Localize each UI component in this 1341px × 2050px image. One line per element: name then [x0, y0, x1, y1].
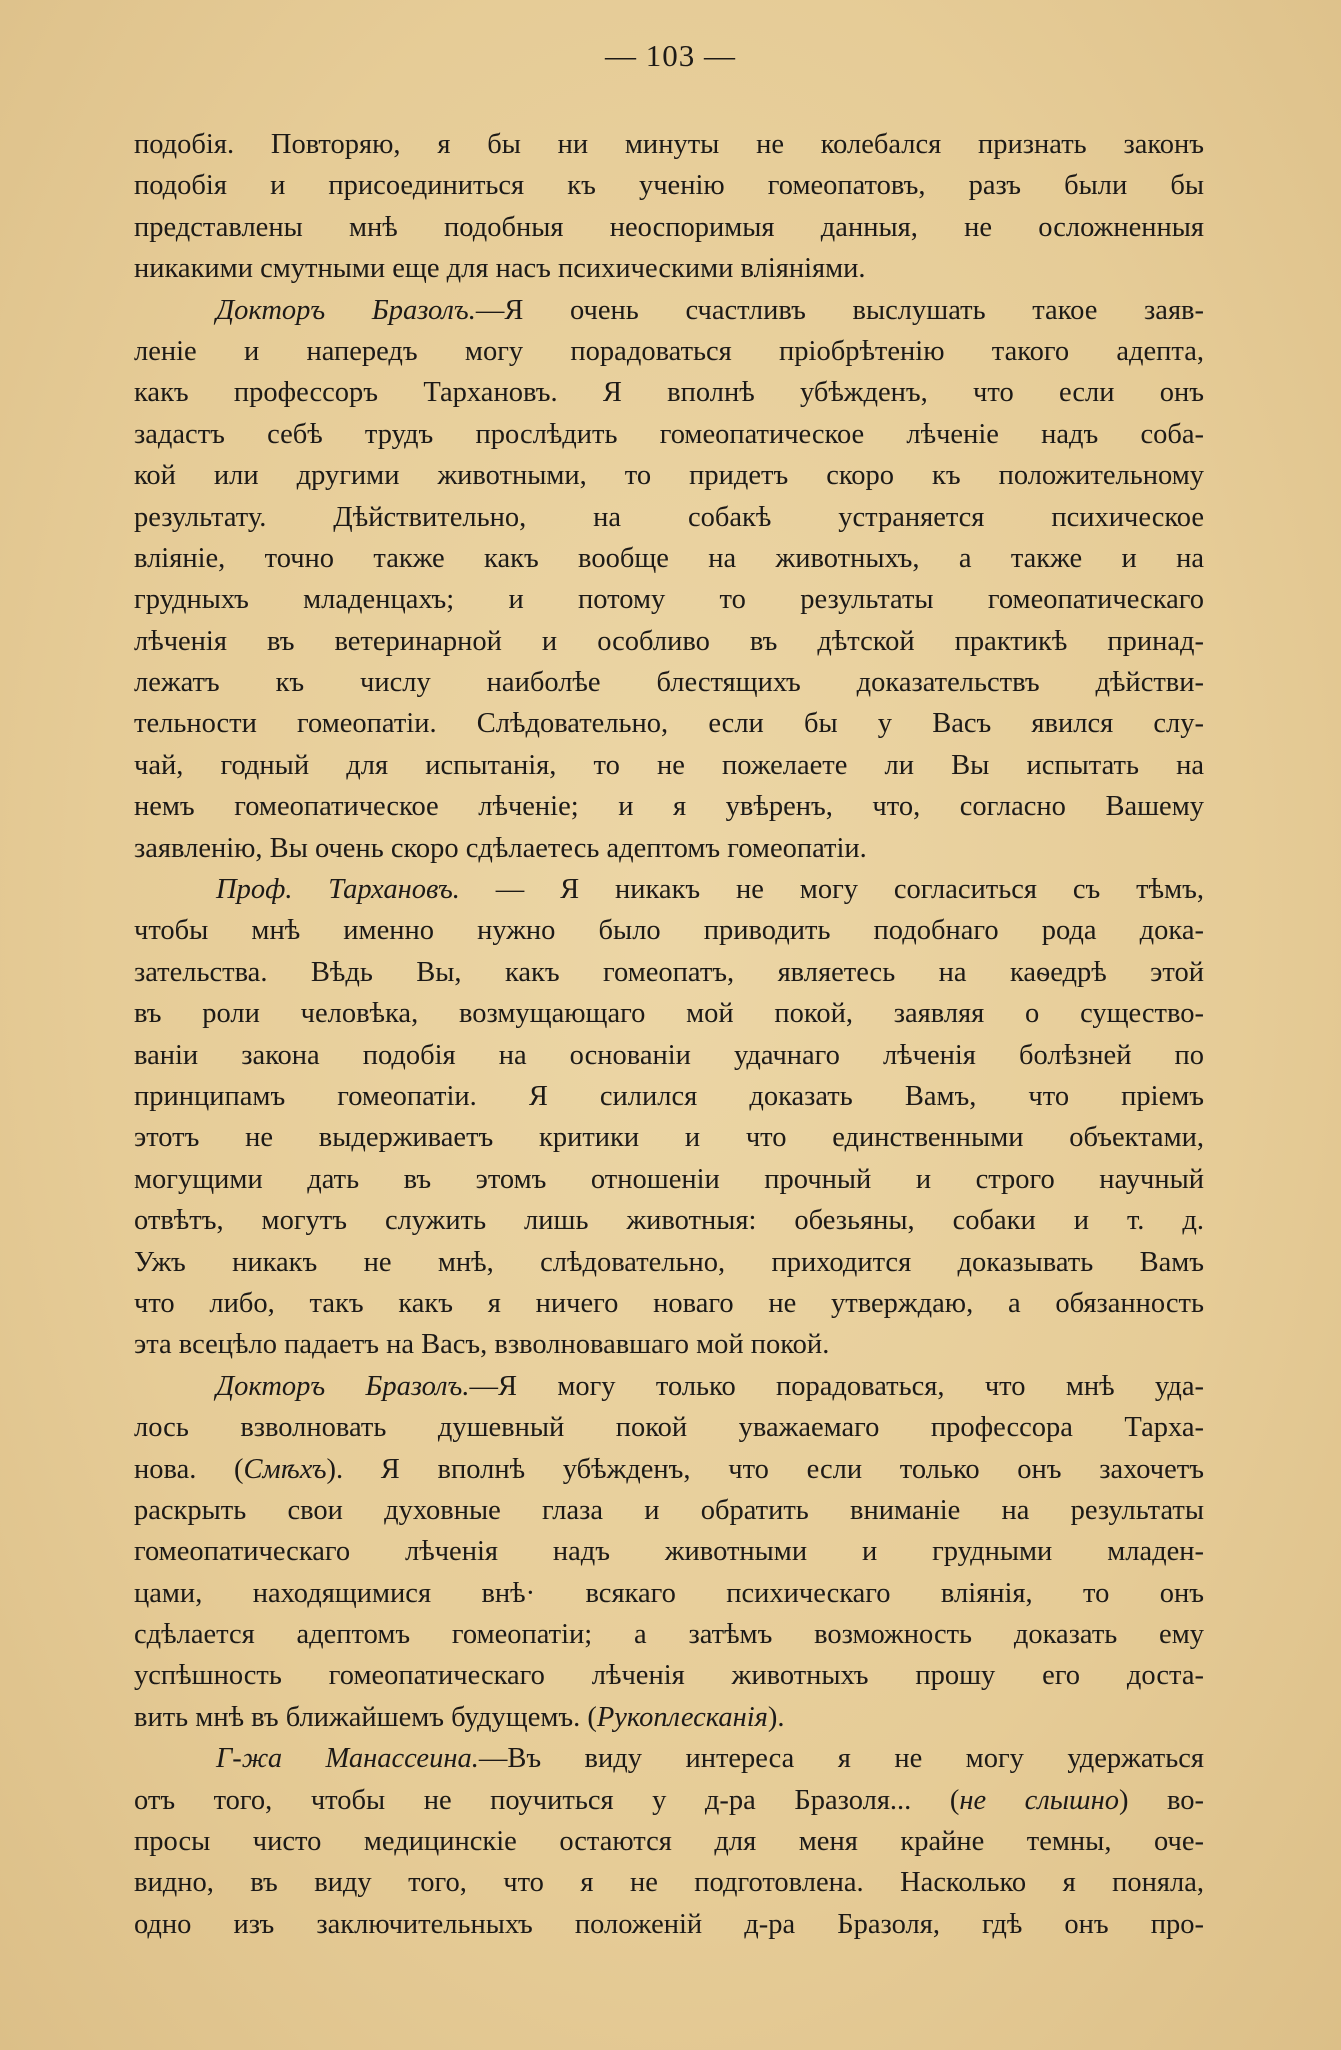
line-text: принципамъ гомеопатіи. Я силился доказать Вамъ, что пріемъ — [134, 1080, 1204, 1112]
line-text: сдѣлается адептомъ гомеопатіи; а затѣмъ возможность доказать ему — [134, 1619, 1204, 1651]
text-line — [134, 1449, 1204, 1490]
text-line — [134, 165, 1204, 206]
line-text: одно изъ заключительныхъ положеній д-ра Бразоля, гдѣ онъ про- — [134, 1908, 1204, 1940]
line-text: немъ гомеопатическое лѣченіе; и я увѣренъ, что, согласно Вашему — [134, 791, 1204, 823]
line-text: отвѣтъ, могутъ служить лишь животныя: обезьяны, собаки и т. д. — [134, 1205, 1204, 1237]
text-line — [134, 1242, 1204, 1283]
text-line — [134, 1366, 1204, 1407]
line-text: ) во- — [1118, 1784, 1204, 1816]
italic-text: Докторъ Бразолъ. — [216, 1370, 470, 1402]
line-text: никакими смутными еще для насъ психическими вліяніями. — [134, 253, 866, 285]
italic-text: Докторъ Бразолъ. — [216, 294, 476, 326]
line-text: грудныхъ младенцахъ; и потому то результаты гомеопатическаго — [134, 584, 1204, 616]
line-text: подобія. Повторяю, я бы ни минуты не колебался признать законъ — [134, 129, 1204, 160]
line-text: въ роли человѣка, возмущающаго мой покой, заявляя о существо- — [134, 998, 1204, 1030]
text-line — [134, 1573, 1204, 1614]
line-text: — Я никакъ не могу согласиться съ тѣмъ, — [459, 874, 1204, 906]
line-text: Ужъ никакъ не мнѣ, слѣдовательно, приходится доказывать Вамъ — [134, 1246, 1204, 1278]
text-line — [134, 1159, 1204, 1200]
line-text: заявленію, Вы очень скоро сдѣлаетесь адептомъ гомеопатіи. — [134, 832, 867, 864]
text-line — [134, 1117, 1204, 1158]
text-line — [134, 372, 1204, 413]
text-line — [134, 331, 1204, 372]
text-line — [134, 662, 1204, 703]
line-text: этотъ не выдерживаетъ критики и что единственными объектами, — [134, 1122, 1204, 1154]
line-text: ). — [767, 1701, 785, 1733]
line-text: успѣшность гомеопатическаго лѣченія животныхъ прошу его доста- — [134, 1660, 1204, 1692]
line-text: лежатъ къ числу наиболѣе блестящихъ доказательствъ дѣйстви- — [134, 667, 1204, 699]
line-text: леніе и напередъ могу порадоваться пріобрѣтенію такого адепта, — [134, 335, 1204, 367]
text-line — [134, 1821, 1204, 1862]
line-text: лѣченія въ ветеринарной и особливо въ дѣтской практикѣ принад- — [134, 625, 1204, 657]
text-line — [134, 869, 1204, 910]
text-line — [134, 124, 1204, 165]
text-line — [134, 1035, 1204, 1076]
text-line — [134, 1614, 1204, 1655]
line-text: отъ того, чтобы не поучиться у д-ра Бразоля... ( — [134, 1784, 960, 1816]
text-line — [134, 1738, 1204, 1779]
text-line — [134, 455, 1204, 496]
text-line — [134, 414, 1204, 455]
line-text: чай, годный для испытанія, то не пожелаете ли Вы испытать на — [134, 749, 1204, 781]
line-text: вить мнѣ въ ближайшемъ будущемъ. ( — [134, 1701, 597, 1733]
line-text: —Я очень счастливъ выслушать такое заяв- — [475, 294, 1204, 326]
line-text: результату. Дѣйствительно, на собакѣ устраняется психическое — [134, 501, 1204, 533]
text-line — [134, 1697, 1204, 1738]
text-line — [134, 1655, 1204, 1696]
line-text: чтобы мнѣ именно нужно было приводить подобнаго рода дока- — [134, 915, 1204, 947]
line-text: тельности гомеопатіи. Слѣдовательно, если бы у Васъ явился слу- — [134, 708, 1204, 740]
text-line — [134, 1904, 1204, 1945]
line-text: лось взволновать душевный покой уважаемаго профессора Тарха- — [134, 1412, 1204, 1444]
text-line — [134, 1862, 1204, 1903]
text-line — [134, 745, 1204, 786]
line-text: цами, находящимися внѣ· всякаго психическаго вліянія, то онъ — [134, 1577, 1204, 1609]
line-text: раскрыть свои духовные глаза и обратить вниманіе на результаты — [134, 1494, 1204, 1526]
italic-text: Рукоплесканія — [596, 1701, 768, 1733]
line-text: представлены мнѣ подобныя неоспоримыя данныя, не осложненныя — [134, 211, 1204, 243]
text-line — [134, 1531, 1204, 1572]
text-line — [134, 207, 1204, 248]
line-text: вліяніе, точно также какъ вообще на животныхъ, а также и на — [134, 542, 1204, 574]
line-text: что либо, такъ какъ я ничего новаго не утверждаю, а обязанность — [134, 1287, 1204, 1319]
line-text: могущими дать въ этомъ отношеніи прочный и строго научный — [134, 1163, 1204, 1195]
line-text: —Въ виду интереса я не могу удержаться — [478, 1743, 1204, 1775]
line-text: ). Я вполнѣ убѣжденъ, что если только онъ захочетъ — [326, 1453, 1204, 1485]
line-text: зательства. Вѣдь Вы, какъ гомеопатъ, являетесь на каѳедрѣ этой — [134, 956, 1204, 988]
italic-text: Смѣхъ — [243, 1453, 327, 1485]
line-text: какъ профессоръ Тархановъ. Я вполнѣ убѣжденъ, что если онъ — [134, 377, 1204, 409]
line-text: нова. ( — [134, 1453, 244, 1485]
line-text: просы чисто медицинскіе остаются для меня крайне темны, оче- — [134, 1826, 1204, 1858]
text-line — [134, 1324, 1204, 1365]
italic-text: не слышно — [959, 1784, 1119, 1816]
text-line — [134, 910, 1204, 951]
page-text — [134, 124, 1204, 1945]
text-line — [134, 248, 1204, 289]
text-line — [134, 538, 1204, 579]
text-line — [134, 1490, 1204, 1531]
line-text: эта всецѣло падаетъ на Васъ, взволновавшаго мой покой. — [134, 1329, 830, 1361]
text-line — [134, 1076, 1204, 1117]
line-text: —Я могу только порадоваться, что мнѣ уда- — [469, 1370, 1204, 1402]
text-line — [134, 993, 1204, 1034]
line-text: задастъ себѣ трудъ прослѣдить гомеопатическое лѣченіе надъ соба- — [134, 418, 1204, 450]
page-number: — 103 — — [605, 38, 736, 73]
text-line — [134, 703, 1204, 744]
text-line — [134, 1780, 1204, 1821]
text-line — [134, 497, 1204, 538]
text-line — [134, 1200, 1204, 1241]
italic-text: Проф. Тархановъ. — [216, 874, 460, 906]
text-line — [134, 952, 1204, 993]
text-line — [134, 621, 1204, 662]
line-text: кой или другими животными, то придетъ скоро къ положительному — [134, 460, 1204, 492]
text-line — [134, 1283, 1204, 1324]
text-line — [134, 290, 1204, 331]
text-line — [134, 786, 1204, 827]
text-line — [134, 828, 1204, 869]
text-line — [134, 1407, 1204, 1448]
line-text: гомеопатическаго лѣченія надъ животными и грудными младен- — [134, 1536, 1204, 1568]
line-text: подобія и присоединиться къ ученію гомеопатовъ, разъ были бы — [134, 170, 1204, 202]
line-text: видно, въ виду того, что я не подготовлена. Насколько я поняла, — [134, 1867, 1204, 1899]
text-line — [134, 579, 1204, 620]
line-text: ваніи закона подобія на основаніи удачнаго лѣченія болѣзней по — [134, 1039, 1204, 1071]
italic-text: Г-жа Манассеина. — [216, 1743, 479, 1775]
